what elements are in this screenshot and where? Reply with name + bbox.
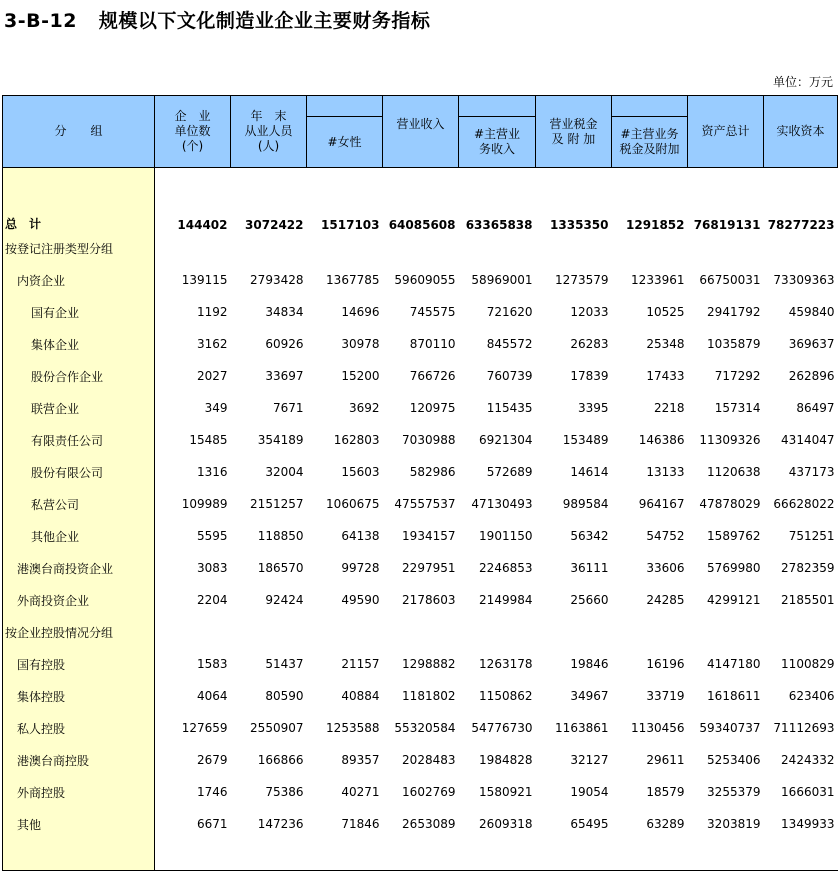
value-cell: 459840: [788, 305, 835, 319]
value-cell: 21157: [341, 657, 380, 671]
spacer-cell: [155, 168, 231, 201]
table-row: [3, 424, 838, 456]
value-cell: 147236: [257, 817, 304, 831]
row-label: 内资企业: [3, 264, 155, 296]
value-cell: 989584: [562, 497, 609, 511]
table-row: [3, 552, 838, 584]
value-cell: 2297951: [402, 561, 456, 575]
value-cell: [536, 616, 612, 648]
value-cell: 5769980: [707, 561, 761, 575]
value-cell: [307, 616, 383, 648]
value-cell: 1192: [196, 305, 228, 319]
filler-cell: [231, 840, 307, 871]
value-cell: 24285: [646, 593, 685, 607]
header-group: 分 组: [3, 96, 155, 168]
value-cell: 3162: [196, 337, 228, 351]
value-cell: 127659: [181, 721, 228, 735]
value-cell: 870110: [409, 337, 456, 351]
value-cell: 139115: [181, 273, 228, 287]
value-cell: 33719: [646, 689, 685, 703]
row-label: 股份有限公司: [3, 456, 155, 488]
header-blank-main-revenue-top: [459, 96, 536, 117]
value-cell: 64085608: [388, 218, 456, 232]
value-cell: 760739: [486, 369, 533, 383]
row-label: 其他: [3, 808, 155, 840]
row-label: 集体控股: [3, 680, 155, 712]
value-cell: 3255379: [707, 785, 761, 799]
header-main-tax: #主营业务 税金及附加: [612, 117, 688, 168]
table-row: [3, 520, 838, 552]
header-tax: 营业税金 及 附 加: [536, 117, 612, 168]
value-cell: 40271: [341, 785, 380, 799]
value-cell: 1316: [196, 465, 228, 479]
table-row: [3, 744, 838, 776]
value-cell: 721620: [486, 305, 533, 319]
value-cell: 33606: [646, 561, 685, 575]
value-cell: 49590: [341, 593, 380, 607]
value-cell: 1618611: [707, 689, 761, 703]
value-cell: 3083: [196, 561, 228, 575]
value-cell: 766726: [409, 369, 456, 383]
header-main-revenue: #主营业 务收入: [459, 117, 536, 168]
spacer-cell: [612, 168, 688, 201]
row-label: 联营企业: [3, 392, 155, 424]
value-cell: 4314047: [781, 433, 835, 447]
value-cell: 1934157: [402, 529, 456, 543]
header-tax-top: [536, 96, 612, 117]
value-cell: 1181802: [402, 689, 456, 703]
value-cell: 14614: [570, 465, 609, 479]
row-label: 外商投资企业: [3, 584, 155, 616]
value-cell: 63365838: [465, 218, 533, 232]
table-row: [3, 712, 838, 744]
value-cell: 2793428: [250, 273, 304, 287]
value-cell: 66750031: [699, 273, 761, 287]
value-cell: 36111: [570, 561, 609, 575]
value-cell: [688, 232, 764, 264]
row-label: 私营公司: [3, 488, 155, 520]
value-cell: [459, 232, 536, 264]
value-cell: 1335350: [550, 218, 609, 232]
filler-row: [3, 840, 838, 871]
value-cell: 54752: [646, 529, 685, 543]
value-cell: [764, 616, 838, 648]
value-cell: 1060675: [326, 497, 380, 511]
value-cell: 2550907: [250, 721, 304, 735]
value-cell: 4299121: [707, 593, 761, 607]
value-cell: 56342: [570, 529, 609, 543]
table-row: [3, 360, 838, 392]
row-label: 港澳台商控股: [3, 744, 155, 776]
filler-cell: [459, 840, 536, 871]
value-cell: 17433: [646, 369, 685, 383]
value-cell: [155, 232, 231, 264]
spacer-cell: [383, 168, 459, 201]
header-revenue-top: [383, 96, 459, 117]
filler-cell: [383, 840, 459, 871]
value-cell: 582986: [409, 465, 456, 479]
value-cell: 1589762: [707, 529, 761, 543]
value-cell: 25348: [646, 337, 685, 351]
header-assets: 资产总计: [688, 96, 764, 168]
row-label: 股份合作企业: [3, 360, 155, 392]
spacer-cell: [536, 168, 612, 201]
value-cell: 572689: [486, 465, 533, 479]
table-row: [3, 328, 838, 360]
value-cell: 2679: [196, 753, 228, 767]
value-cell: 75386: [265, 785, 304, 799]
value-cell: 7671: [272, 401, 304, 415]
value-cell: 1602769: [402, 785, 456, 799]
value-cell: 12033: [570, 305, 609, 319]
value-cell: 1517103: [321, 218, 380, 232]
value-cell: 1746: [196, 785, 228, 799]
table-row: [3, 392, 838, 424]
value-cell: 1035879: [707, 337, 761, 351]
value-cell: [536, 232, 612, 264]
group-heading-row: [3, 232, 838, 264]
row-label: 按登记注册类型分组: [3, 232, 155, 264]
value-cell: 78277223: [767, 218, 835, 232]
spacer-row: [3, 168, 838, 201]
value-cell: 1984828: [479, 753, 533, 767]
value-cell: 1273579: [555, 273, 609, 287]
spacer-cell: [764, 168, 838, 201]
value-cell: 964167: [638, 497, 685, 511]
value-cell: 166866: [257, 753, 304, 767]
value-cell: 73309363: [773, 273, 835, 287]
value-cell: 40884: [341, 689, 380, 703]
value-cell: 64138: [341, 529, 380, 543]
value-cell: 186570: [257, 561, 304, 575]
value-cell: 99728: [341, 561, 380, 575]
value-cell: 29611: [646, 753, 685, 767]
row-label: 港澳台商投资企业: [3, 552, 155, 584]
value-cell: 4147180: [707, 657, 761, 671]
value-cell: 2027: [196, 369, 228, 383]
value-cell: 10525: [646, 305, 685, 319]
group-heading-row: [3, 616, 838, 648]
value-cell: 1100829: [781, 657, 835, 671]
value-cell: 18579: [646, 785, 685, 799]
header-capital: 实收资本: [764, 96, 838, 168]
header-revenue: 营业收入: [383, 117, 459, 168]
table-title: 规模以下文化制造业企业主要财务指标: [98, 10, 431, 32]
row-label: 总 计: [3, 200, 155, 232]
header-blank-female-top: [307, 96, 383, 117]
value-cell: 2028483: [402, 753, 456, 767]
value-cell: 63289: [646, 817, 685, 831]
value-cell: [612, 232, 688, 264]
value-cell: 1253588: [326, 721, 380, 735]
value-cell: 115435: [486, 401, 533, 415]
value-cell: 262896: [788, 369, 835, 383]
value-cell: [383, 232, 459, 264]
value-cell: 2149984: [479, 593, 533, 607]
value-cell: 25660: [570, 593, 609, 607]
value-cell: 15603: [341, 465, 380, 479]
value-cell: 153489: [562, 433, 609, 447]
table-row: [3, 808, 838, 840]
value-cell: 17839: [570, 369, 609, 383]
value-cell: 2782359: [781, 561, 835, 575]
value-cell: 65495: [570, 817, 609, 831]
value-cell: 71846: [341, 817, 380, 831]
value-cell: 92424: [265, 593, 304, 607]
table-row: [3, 776, 838, 808]
value-cell: 437173: [788, 465, 835, 479]
table-row: [3, 648, 838, 680]
value-cell: 7030988: [402, 433, 456, 447]
value-cell: 2178603: [402, 593, 456, 607]
value-cell: 6921304: [479, 433, 533, 447]
value-cell: 3692: [348, 401, 380, 415]
value-cell: [383, 616, 459, 648]
value-cell: 47557537: [394, 497, 456, 511]
value-cell: 1291852: [626, 218, 685, 232]
table-row: [3, 488, 838, 520]
value-cell: 1901150: [479, 529, 533, 543]
value-cell: [155, 616, 231, 648]
value-cell: 6671: [196, 817, 228, 831]
value-cell: 1298882: [402, 657, 456, 671]
header-blank-main-tax-top: [612, 96, 688, 117]
spacer-cell: [459, 168, 536, 201]
value-cell: 109989: [181, 497, 228, 511]
value-cell: 2941792: [707, 305, 761, 319]
unit-label: 单位：万元: [772, 75, 833, 89]
value-cell: 144402: [177, 218, 228, 232]
value-cell: 59609055: [394, 273, 456, 287]
value-cell: 15200: [341, 369, 380, 383]
table-code: 3-B-12: [4, 10, 77, 32]
value-cell: 1580921: [479, 785, 533, 799]
value-cell: [764, 232, 838, 264]
value-cell: 2185501: [781, 593, 835, 607]
value-cell: [612, 616, 688, 648]
spacer-cell: [307, 168, 383, 201]
value-cell: 1130456: [631, 721, 685, 735]
value-cell: 120975: [409, 401, 456, 415]
value-cell: 19054: [570, 785, 609, 799]
value-cell: 34834: [265, 305, 304, 319]
value-cell: [688, 616, 764, 648]
value-cell: 60926: [265, 337, 304, 351]
row-label: 有限责任公司: [3, 424, 155, 456]
value-cell: 5595: [196, 529, 228, 543]
value-cell: 1583: [196, 657, 228, 671]
value-cell: [231, 232, 307, 264]
page-title: [4, 6, 430, 33]
value-cell: 118850: [257, 529, 304, 543]
table-row: [3, 296, 838, 328]
value-cell: 717292: [714, 369, 761, 383]
table-row: [3, 264, 838, 296]
value-cell: 2609318: [479, 817, 533, 831]
value-cell: 623406: [788, 689, 835, 703]
value-cell: 2246853: [479, 561, 533, 575]
value-cell: 1263178: [479, 657, 533, 671]
value-cell: 349: [204, 401, 228, 415]
filler-cell: [3, 840, 155, 871]
value-cell: 2424332: [781, 753, 835, 767]
filler-cell: [155, 840, 231, 871]
value-cell: 745575: [409, 305, 456, 319]
row-label: 国有控股: [3, 648, 155, 680]
value-cell: 30978: [341, 337, 380, 351]
value-cell: 26283: [570, 337, 609, 351]
value-cell: 54776730: [471, 721, 533, 735]
value-cell: [231, 616, 307, 648]
header-female: #女性: [307, 117, 383, 168]
header-employees: 年 末 从业人员 (人): [231, 96, 307, 168]
row-label: 国有企业: [3, 296, 155, 328]
table-row: [3, 680, 838, 712]
table-row: [3, 584, 838, 616]
row-label: 集体企业: [3, 328, 155, 360]
total-row: [3, 200, 838, 232]
value-cell: 1349933: [781, 817, 835, 831]
value-cell: 3395: [577, 401, 609, 415]
value-cell: [307, 232, 383, 264]
value-cell: 51437: [265, 657, 304, 671]
value-cell: 1120638: [707, 465, 761, 479]
value-cell: 146386: [638, 433, 685, 447]
financial-indicators-table: [2, 95, 838, 871]
filler-cell: [764, 840, 838, 871]
value-cell: 162803: [333, 433, 380, 447]
value-cell: 1150862: [479, 689, 533, 703]
value-cell: 15485: [189, 433, 228, 447]
value-cell: 14696: [341, 305, 380, 319]
value-cell: 19846: [570, 657, 609, 671]
value-cell: 59340737: [699, 721, 761, 735]
value-cell: 1666031: [781, 785, 835, 799]
value-cell: 1367785: [326, 273, 380, 287]
table-row: [3, 456, 838, 488]
header-enterprise-count: 企 业 单位数 (个): [155, 96, 231, 168]
value-cell: 89357: [341, 753, 380, 767]
value-cell: 369637: [788, 337, 835, 351]
row-label: 其他企业: [3, 520, 155, 552]
value-cell: 751251: [788, 529, 835, 543]
value-cell: 2151257: [250, 497, 304, 511]
value-cell: 33697: [265, 369, 304, 383]
value-cell: 66628022: [773, 497, 835, 511]
value-cell: 2218: [653, 401, 685, 415]
value-cell: 157314: [714, 401, 761, 415]
value-cell: 2204: [196, 593, 228, 607]
value-cell: 32004: [265, 465, 304, 479]
value-cell: 47130493: [471, 497, 533, 511]
spacer-cell: [688, 168, 764, 201]
value-cell: 354189: [257, 433, 304, 447]
value-cell: 80590: [265, 689, 304, 703]
row-label: 私人控股: [3, 712, 155, 744]
value-cell: 13133: [646, 465, 685, 479]
value-cell: 1163861: [555, 721, 609, 735]
value-cell: 3203819: [707, 817, 761, 831]
value-cell: 3072422: [245, 218, 304, 232]
value-cell: 2653089: [402, 817, 456, 831]
filler-cell: [536, 840, 612, 871]
row-label: 外商控股: [3, 776, 155, 808]
value-cell: 76819131: [693, 218, 761, 232]
filler-cell: [688, 840, 764, 871]
value-cell: 4064: [196, 689, 228, 703]
value-cell: 86497: [796, 401, 835, 415]
value-cell: 11309326: [699, 433, 761, 447]
value-cell: [459, 616, 536, 648]
filler-cell: [612, 840, 688, 871]
row-label: 按企业控股情况分组: [3, 616, 155, 648]
value-cell: 58969001: [471, 273, 533, 287]
spacer-cell: [3, 168, 155, 201]
filler-cell: [307, 840, 383, 871]
value-cell: 5253406: [707, 753, 761, 767]
value-cell: 845572: [486, 337, 533, 351]
value-cell: 71112693: [773, 721, 835, 735]
value-cell: 47878029: [699, 497, 761, 511]
value-cell: 1233961: [631, 273, 685, 287]
value-cell: 16196: [646, 657, 685, 671]
value-cell: 55320584: [394, 721, 456, 735]
value-cell: 34967: [570, 689, 609, 703]
value-cell: 32127: [570, 753, 609, 767]
spacer-cell: [231, 168, 307, 201]
